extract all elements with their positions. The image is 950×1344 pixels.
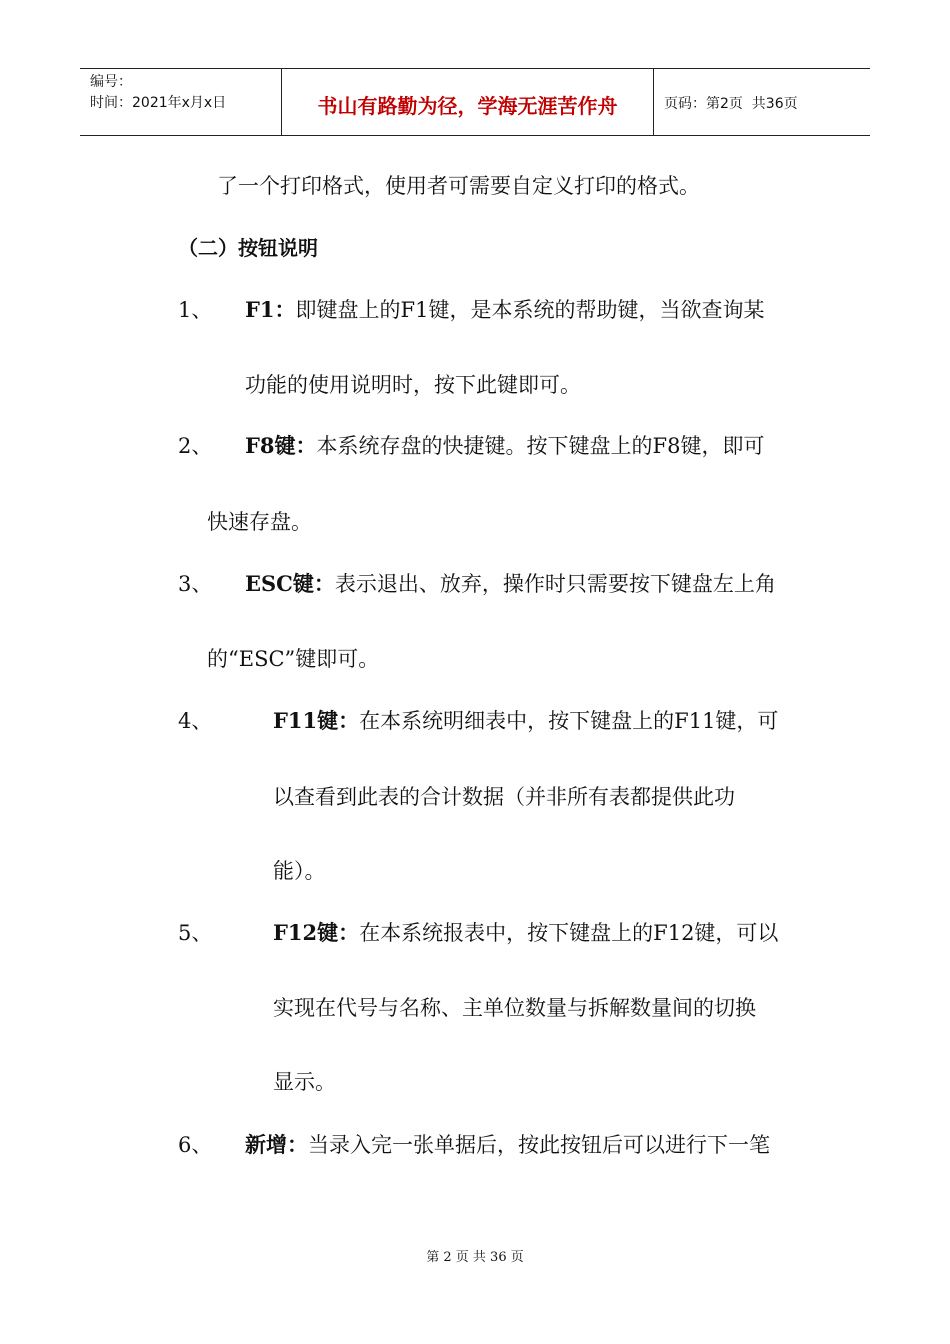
list-item [245,570,776,598]
item-text-continued: 能）。 [273,859,326,883]
list-item [273,707,778,735]
list-item [273,919,778,947]
page-code: 页码：第2页 共36页 [664,96,798,112]
list-item [245,296,764,324]
list-item [245,432,764,460]
item-text: 本系统存盘的快捷键。按下键盘上的F8键，即可 [316,434,765,458]
page-footer: 第 2 页 共 36 页 [426,1250,524,1265]
item-text: 即键盘上的F1键，是本系统的帮助键，当欲查询某 [295,298,765,322]
item-text: 在本系统明细表中，按下键盘上的F11键，可 [359,709,779,733]
motto-text: 书山有路勤为径，学海无涯苦作舟 [317,93,618,118]
header-meta-cell [80,69,282,135]
header-motto-cell [282,69,654,135]
item-key: F12键： [273,920,360,945]
item-number: 5、 [178,921,213,945]
item-number: 6、 [178,1133,213,1157]
item-key: F11键： [273,708,360,733]
item-text-continued: 以查看到此表的合计数据（并非所有表都提供此功 [273,785,735,809]
number-label: 编号： [90,74,132,90]
item-text: 表示退出、放弃，操作时只需要按下键盘左上角 [334,572,776,596]
item-number: 4、 [178,709,213,733]
intro-line: 了一个打印格式，使用者可需要自定义打印的格式。 [217,174,700,198]
item-key: F1： [245,297,296,322]
item-text-continued: 实现在代号与名称、主单位数量与拆解数量间的切换 [273,996,756,1020]
item-text: 当录入完一张单据后，按此按钮后可以进行下一笔 [308,1133,770,1157]
section-heading: （二）按钮说明 [178,236,318,260]
item-text-continued: 显示。 [273,1070,336,1094]
item-number: 3、 [178,572,213,596]
item-text: 在本系统报表中，按下键盘上的F12键，可以 [359,921,779,945]
time-label: 时间：2021年x月x日 [90,95,227,111]
list-item [245,1131,770,1159]
item-key: F8键： [245,433,317,458]
item-key: ESC键： [245,571,335,596]
item-text-continued: 的“ESC”键即可。 [207,647,380,671]
page-header [80,68,870,136]
item-text-continued: 快速存盘。 [207,510,312,534]
item-number: 1、 [178,298,213,322]
item-number: 2、 [178,434,213,458]
item-text-continued: 功能的使用说明时，按下此键即可。 [245,373,581,397]
header-pagecode-cell [654,69,870,135]
item-key: 新增： [245,1132,308,1157]
